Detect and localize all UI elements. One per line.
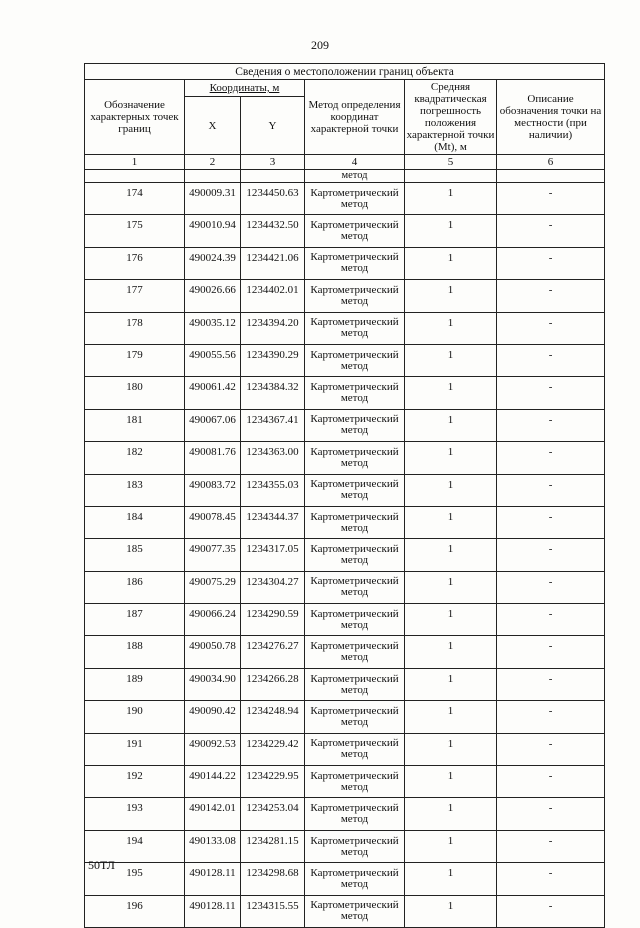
- error-cell: 1: [405, 604, 497, 636]
- header-method: Метод определения координат характерной точки: [305, 80, 405, 155]
- method-cell: Картометрический метод: [305, 636, 405, 668]
- error-cell: 1: [405, 766, 497, 798]
- description-cell: -: [497, 668, 605, 700]
- page-number: 209: [311, 38, 329, 52]
- method-cell: Картометрический метод: [305, 863, 405, 895]
- y-coordinate-cell: 1234450.63: [241, 183, 305, 215]
- description-cell: -: [497, 215, 605, 247]
- table-row: [85, 539, 605, 571]
- point-number-cell: 190: [85, 701, 185, 733]
- method-cell: Картометрический метод: [305, 701, 405, 733]
- table-row: [85, 409, 605, 441]
- header-description: Описание обозначения точки на местности (при наличии): [497, 80, 605, 155]
- x-coordinate-cell: 490081.76: [185, 442, 241, 474]
- method-cell: Картометрический метод: [305, 766, 405, 798]
- error-cell: 1: [405, 571, 497, 603]
- header-error: Средняя квадратическая погрешность положения характерной точки (Mt), м: [405, 80, 497, 155]
- table-row: [85, 442, 605, 474]
- y-coordinate-cell: 1234290.59: [241, 604, 305, 636]
- point-number-cell: 187: [85, 604, 185, 636]
- method-cell: Картометрический метод: [305, 344, 405, 376]
- description-cell: -: [497, 733, 605, 765]
- error-cell: 1: [405, 668, 497, 700]
- point-number-cell: 185: [85, 539, 185, 571]
- point-number-cell: 177: [85, 280, 185, 312]
- table-row: [85, 701, 605, 733]
- error-cell: 1: [405, 247, 497, 279]
- x-coordinate-cell: 490128.11: [185, 863, 241, 895]
- footer-code: 50ТЛ: [88, 858, 115, 872]
- point-number-cell: 175: [85, 215, 185, 247]
- y-coordinate-cell: 1234355.03: [241, 474, 305, 506]
- header-y: Y: [241, 97, 305, 155]
- point-number-cell: 182: [85, 442, 185, 474]
- description-cell: -: [497, 863, 605, 895]
- header-x: X: [185, 97, 241, 155]
- x-coordinate-cell: 490133.08: [185, 830, 241, 862]
- table-row: [85, 247, 605, 279]
- method-cell: Картометрический метод: [305, 215, 405, 247]
- continued-method-text: метод: [305, 170, 405, 183]
- continuation-row: [85, 170, 605, 183]
- method-cell: Картометрический метод: [305, 280, 405, 312]
- y-coordinate-cell: 1234253.04: [241, 798, 305, 830]
- table-row: [85, 863, 605, 895]
- y-coordinate-cell: 1234315.55: [241, 895, 305, 927]
- description-cell: -: [497, 183, 605, 215]
- table-row: [85, 571, 605, 603]
- column-number: 4: [305, 155, 405, 170]
- column-numbers-row: [85, 155, 605, 170]
- point-number-cell: 195: [85, 863, 185, 895]
- column-number: 3: [241, 155, 305, 170]
- x-coordinate-cell: 490128.11: [185, 895, 241, 927]
- y-coordinate-cell: 1234229.95: [241, 766, 305, 798]
- description-cell: -: [497, 895, 605, 927]
- table-title: Сведения о местоположении границ объекта: [85, 64, 605, 80]
- x-coordinate-cell: 490144.22: [185, 766, 241, 798]
- method-cell: Картометрический метод: [305, 409, 405, 441]
- y-coordinate-cell: 1234344.37: [241, 506, 305, 538]
- y-coordinate-cell: 1234402.01: [241, 280, 305, 312]
- point-number-cell: 174: [85, 183, 185, 215]
- header-coordinates: Координаты, м: [185, 80, 305, 97]
- table-row: [85, 766, 605, 798]
- error-cell: 1: [405, 280, 497, 312]
- column-number: 2: [185, 155, 241, 170]
- method-cell: Картометрический метод: [305, 733, 405, 765]
- description-cell: -: [497, 409, 605, 441]
- description-cell: -: [497, 344, 605, 376]
- method-cell: Картометрический метод: [305, 668, 405, 700]
- error-cell: 1: [405, 344, 497, 376]
- description-cell: -: [497, 798, 605, 830]
- y-coordinate-cell: 1234317.05: [241, 539, 305, 571]
- description-cell: -: [497, 247, 605, 279]
- description-cell: -: [497, 474, 605, 506]
- y-coordinate-cell: 1234390.29: [241, 344, 305, 376]
- y-coordinate-cell: 1234367.41: [241, 409, 305, 441]
- table-row: [85, 312, 605, 344]
- point-number-cell: 196: [85, 895, 185, 927]
- error-cell: 1: [405, 798, 497, 830]
- table-row: [85, 604, 605, 636]
- y-coordinate-cell: 1234248.94: [241, 701, 305, 733]
- table-row: [85, 830, 605, 862]
- error-cell: 1: [405, 863, 497, 895]
- method-cell: Картометрический метод: [305, 895, 405, 927]
- header-point-designation: Обозначение характерных точек границ: [85, 80, 185, 155]
- method-cell: Картометрический метод: [305, 798, 405, 830]
- x-coordinate-cell: 490077.35: [185, 539, 241, 571]
- error-cell: 1: [405, 215, 497, 247]
- point-number-cell: 180: [85, 377, 185, 409]
- table-row: [85, 280, 605, 312]
- description-cell: -: [497, 571, 605, 603]
- point-number-cell: 181: [85, 409, 185, 441]
- table-row: [85, 377, 605, 409]
- error-cell: 1: [405, 312, 497, 344]
- error-cell: 1: [405, 506, 497, 538]
- description-cell: -: [497, 506, 605, 538]
- description-cell: -: [497, 312, 605, 344]
- error-cell: 1: [405, 474, 497, 506]
- x-coordinate-cell: 490035.12: [185, 312, 241, 344]
- x-coordinate-cell: 490010.94: [185, 215, 241, 247]
- table-row: [85, 733, 605, 765]
- point-number-cell: 183: [85, 474, 185, 506]
- y-coordinate-cell: 1234394.20: [241, 312, 305, 344]
- y-coordinate-cell: 1234266.28: [241, 668, 305, 700]
- x-coordinate-cell: 490050.78: [185, 636, 241, 668]
- x-coordinate-cell: 490066.24: [185, 604, 241, 636]
- table-row: [85, 183, 605, 215]
- description-cell: -: [497, 377, 605, 409]
- error-cell: 1: [405, 701, 497, 733]
- error-cell: 1: [405, 733, 497, 765]
- method-cell: Картометрический метод: [305, 830, 405, 862]
- description-cell: -: [497, 636, 605, 668]
- table-row: [85, 636, 605, 668]
- table-row: [85, 895, 605, 927]
- point-number-cell: 176: [85, 247, 185, 279]
- y-coordinate-cell: 1234229.42: [241, 733, 305, 765]
- method-cell: Картометрический метод: [305, 604, 405, 636]
- point-number-cell: 193: [85, 798, 185, 830]
- error-cell: 1: [405, 830, 497, 862]
- error-cell: 1: [405, 409, 497, 441]
- y-coordinate-cell: 1234281.15: [241, 830, 305, 862]
- error-cell: 1: [405, 539, 497, 571]
- y-coordinate-cell: 1234384.32: [241, 377, 305, 409]
- x-coordinate-cell: 490142.01: [185, 798, 241, 830]
- error-cell: 1: [405, 183, 497, 215]
- y-coordinate-cell: 1234276.27: [241, 636, 305, 668]
- y-coordinate-cell: 1234432.50: [241, 215, 305, 247]
- point-number-cell: 186: [85, 571, 185, 603]
- table-row: [85, 668, 605, 700]
- error-cell: 1: [405, 895, 497, 927]
- method-cell: Картометрический метод: [305, 377, 405, 409]
- point-number-cell: 189: [85, 668, 185, 700]
- point-number-cell: 184: [85, 506, 185, 538]
- point-number-cell: 194: [85, 830, 185, 862]
- description-cell: -: [497, 539, 605, 571]
- x-coordinate-cell: 490092.53: [185, 733, 241, 765]
- column-number: 6: [497, 155, 605, 170]
- description-cell: -: [497, 701, 605, 733]
- method-cell: Картометрический метод: [305, 442, 405, 474]
- method-cell: Картометрический метод: [305, 506, 405, 538]
- point-number-cell: 178: [85, 312, 185, 344]
- x-coordinate-cell: 490078.45: [185, 506, 241, 538]
- y-coordinate-cell: 1234304.27: [241, 571, 305, 603]
- description-cell: -: [497, 280, 605, 312]
- column-number: 5: [405, 155, 497, 170]
- x-coordinate-cell: 490061.42: [185, 377, 241, 409]
- method-cell: Картометрический метод: [305, 247, 405, 279]
- table-row: [85, 506, 605, 538]
- description-cell: -: [497, 442, 605, 474]
- method-cell: Картометрический метод: [305, 571, 405, 603]
- description-cell: -: [497, 766, 605, 798]
- error-cell: 1: [405, 377, 497, 409]
- y-coordinate-cell: 1234421.06: [241, 247, 305, 279]
- column-number: 1: [85, 155, 185, 170]
- method-cell: Картометрический метод: [305, 539, 405, 571]
- x-coordinate-cell: 490075.29: [185, 571, 241, 603]
- x-coordinate-cell: 490067.06: [185, 409, 241, 441]
- x-coordinate-cell: 490024.39: [185, 247, 241, 279]
- table-row: [85, 474, 605, 506]
- method-cell: Картометрический метод: [305, 183, 405, 215]
- x-coordinate-cell: 490055.56: [185, 344, 241, 376]
- point-number-cell: 179: [85, 344, 185, 376]
- table-row: [85, 344, 605, 376]
- description-cell: -: [497, 604, 605, 636]
- point-number-cell: 188: [85, 636, 185, 668]
- x-coordinate-cell: 490083.72: [185, 474, 241, 506]
- description-cell: -: [497, 830, 605, 862]
- error-cell: 1: [405, 442, 497, 474]
- x-coordinate-cell: 490090.42: [185, 701, 241, 733]
- point-number-cell: 192: [85, 766, 185, 798]
- x-coordinate-cell: 490026.66: [185, 280, 241, 312]
- y-coordinate-cell: 1234363.00: [241, 442, 305, 474]
- error-cell: 1: [405, 636, 497, 668]
- x-coordinate-cell: 490034.90: [185, 668, 241, 700]
- point-number-cell: 191: [85, 733, 185, 765]
- method-cell: Картометрический метод: [305, 312, 405, 344]
- y-coordinate-cell: 1234298.68: [241, 863, 305, 895]
- boundary-points-table: [84, 63, 605, 928]
- table-row: [85, 798, 605, 830]
- method-cell: Картометрический метод: [305, 474, 405, 506]
- x-coordinate-cell: 490009.31: [185, 183, 241, 215]
- table-row: [85, 215, 605, 247]
